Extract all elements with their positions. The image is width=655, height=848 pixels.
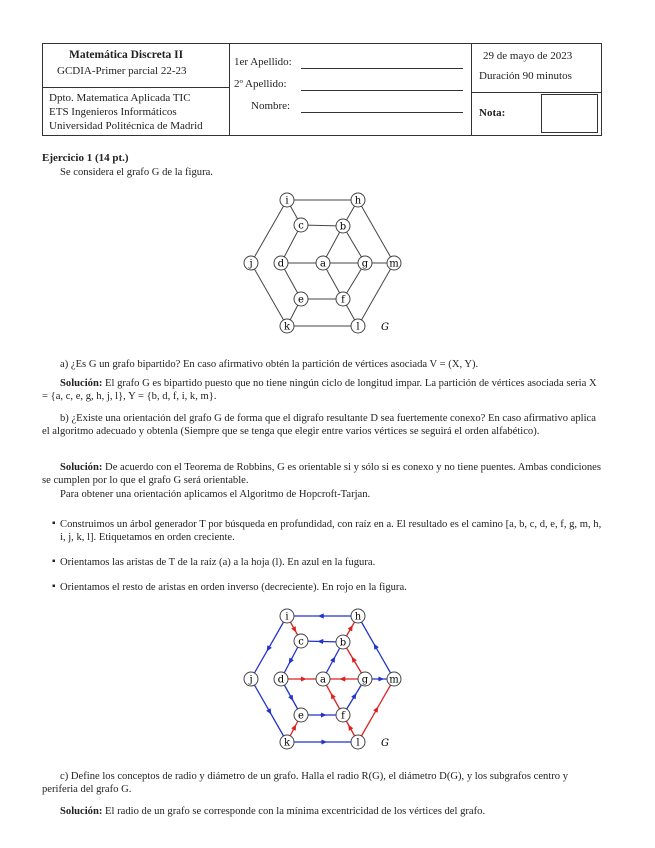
arrow-k-e bbox=[293, 727, 295, 731]
vertex-label-k: k bbox=[283, 737, 291, 749]
solution-b-label: Solución: bbox=[60, 462, 103, 473]
dept-line-1: Dpto. Matematica Aplicada TIC bbox=[49, 92, 191, 104]
exam-date: 29 de mayo de 2023 bbox=[483, 50, 573, 62]
exercise-intro: Se considera el grafo G de la figura. bbox=[60, 167, 213, 178]
question-c: c) Define los conceptos de radio y diámetro de un grafo. Halla el radio R(G), el diámetro D(G), y los subgrafos centro y periferia del grafo G. bbox=[42, 771, 569, 795]
course-title: Matemática Discreta II bbox=[69, 49, 184, 61]
vertex-label-g: g bbox=[361, 674, 369, 686]
arrow-i-c bbox=[293, 627, 295, 630]
vertex-label-j: j bbox=[249, 258, 253, 270]
solution-a bbox=[42, 377, 605, 403]
field-name-label: Nombre: bbox=[251, 100, 291, 112]
solution-c bbox=[60, 805, 605, 818]
exam-duration: Duración 90 minutos bbox=[479, 70, 572, 82]
vertex-label-e: e bbox=[298, 710, 304, 722]
bullet-2: ▪ Orientamos las aristas de T de la raíz (a) a la hoja (l). En azul en la fugura. bbox=[60, 556, 605, 569]
solution-b bbox=[42, 461, 605, 487]
vertex-label-f: f bbox=[341, 294, 345, 306]
vertex-label-m: m bbox=[389, 258, 399, 270]
vertex-label-b: b bbox=[339, 221, 347, 233]
vertex-label-c: c bbox=[298, 220, 304, 232]
bullet-1: ▪ Construimos un árbol generador T por búsqueda en profundidad, con raíz en a. El resultado es el camino [a, b, c, d, e, f, g, m, h, i, j, k, l]. Etiquetamos en orden creciente. bbox=[60, 518, 605, 544]
solution-b-text: De acuerdo con el Teorema de Robbins, G es orientable si y sólo si es conexo y no tiene puentes. Ambas condiciones se cumplen por lo que el grafo G será orientable. bbox=[42, 462, 602, 486]
arrow-g-b bbox=[353, 659, 355, 662]
vertex-label-a: a bbox=[320, 258, 326, 270]
arrow-d-e bbox=[290, 695, 292, 698]
exercise-title: Ejercicio 1 (14 pt.) bbox=[42, 152, 129, 164]
vertex-label-g: g bbox=[361, 258, 369, 270]
question-a: a) ¿Es G un grafo bipartido? En caso afirmativo obtén la partición de vértices asociada V = (X, Y). bbox=[60, 359, 479, 370]
solution-a-label: Solución: bbox=[60, 378, 103, 389]
solution-c-label: Solución: bbox=[60, 806, 103, 817]
arrow-m-h bbox=[375, 646, 377, 649]
solution-b-algorithm: Para obtener una orientación aplicamos el Algoritmo de Hopcroft-Tarjan. bbox=[60, 489, 371, 500]
graph-label: G bbox=[381, 322, 389, 333]
vertex-label-h: h bbox=[354, 195, 362, 207]
vertex-label-h: h bbox=[354, 611, 362, 623]
vertex-label-k: k bbox=[283, 321, 291, 333]
vertex-label-l: l bbox=[356, 737, 360, 749]
field-surname1-label: 1er Apellido: bbox=[234, 56, 292, 68]
graph-G-oriented bbox=[244, 609, 401, 749]
edge-i-j bbox=[251, 200, 287, 263]
field-surname2-label: 2º Apellido: bbox=[234, 78, 287, 90]
arrow-j-k bbox=[268, 709, 270, 712]
solution-c-text: El radio de un grafo se corresponde con la mínima excentricidad de los vértices del grafo. bbox=[105, 806, 486, 817]
vertex-label-f: f bbox=[341, 710, 345, 722]
arrow-f-a bbox=[332, 695, 334, 698]
vertex-label-b: b bbox=[339, 637, 347, 649]
vertex-label-m: m bbox=[389, 674, 399, 686]
vertex-label-i: i bbox=[285, 611, 289, 623]
dept-line-3: Universidad Politécnica de Madrid bbox=[49, 120, 203, 132]
vertex-label-c: c bbox=[298, 636, 304, 648]
arrow-a-b bbox=[332, 659, 334, 663]
arrow-b-h bbox=[350, 627, 352, 630]
vertex-label-l: l bbox=[356, 321, 360, 333]
arrow-f-g bbox=[353, 695, 355, 698]
graph-label: G bbox=[381, 738, 389, 749]
solution-a-text: El grafo G es bipartido puesto que no tiene ningún ciclo de longitud impar. La partición de vértices asociada seria X = {a, c, e, g, h, j, l}, Y = {b, d, f, i, k, m}. bbox=[42, 378, 597, 402]
arrow-c-d bbox=[290, 658, 292, 662]
vertex-label-e: e bbox=[298, 294, 304, 306]
bullet-3: ▪ Orientamos el resto de aristas en orden inverso (decreciente). En rojo en la figura. bbox=[60, 581, 605, 594]
vertex-label-d: d bbox=[277, 258, 285, 270]
question-b: b) ¿Existe una orientación del grafo G de forma que el digrafo resultante D sea fuertemente conexo? En caso afirmativo aplica el algoritmo adecuado y obtenla (Siempre que se tenga que elegir entre varios vértices se seguirá el orden alfabético). bbox=[42, 413, 596, 437]
vertex-label-i: i bbox=[285, 195, 289, 207]
arrow-l-m bbox=[375, 709, 377, 712]
exam-name: GCDIA-Primer parcial 22-23 bbox=[57, 65, 187, 77]
arrow-l-f bbox=[350, 727, 352, 730]
grade-label: Nota: bbox=[479, 107, 506, 119]
vertex-label-a: a bbox=[320, 674, 326, 686]
arrow-i-j bbox=[268, 646, 270, 649]
edge-m-h bbox=[358, 200, 394, 263]
vertex-label-j: j bbox=[249, 674, 253, 686]
vertex-label-d: d bbox=[277, 674, 285, 686]
dept-line-2: ETS Ingenieros Informáticos bbox=[49, 106, 177, 118]
edge-l-m bbox=[358, 263, 394, 326]
edge-j-k bbox=[251, 263, 287, 326]
graph-G-plain bbox=[244, 193, 401, 333]
